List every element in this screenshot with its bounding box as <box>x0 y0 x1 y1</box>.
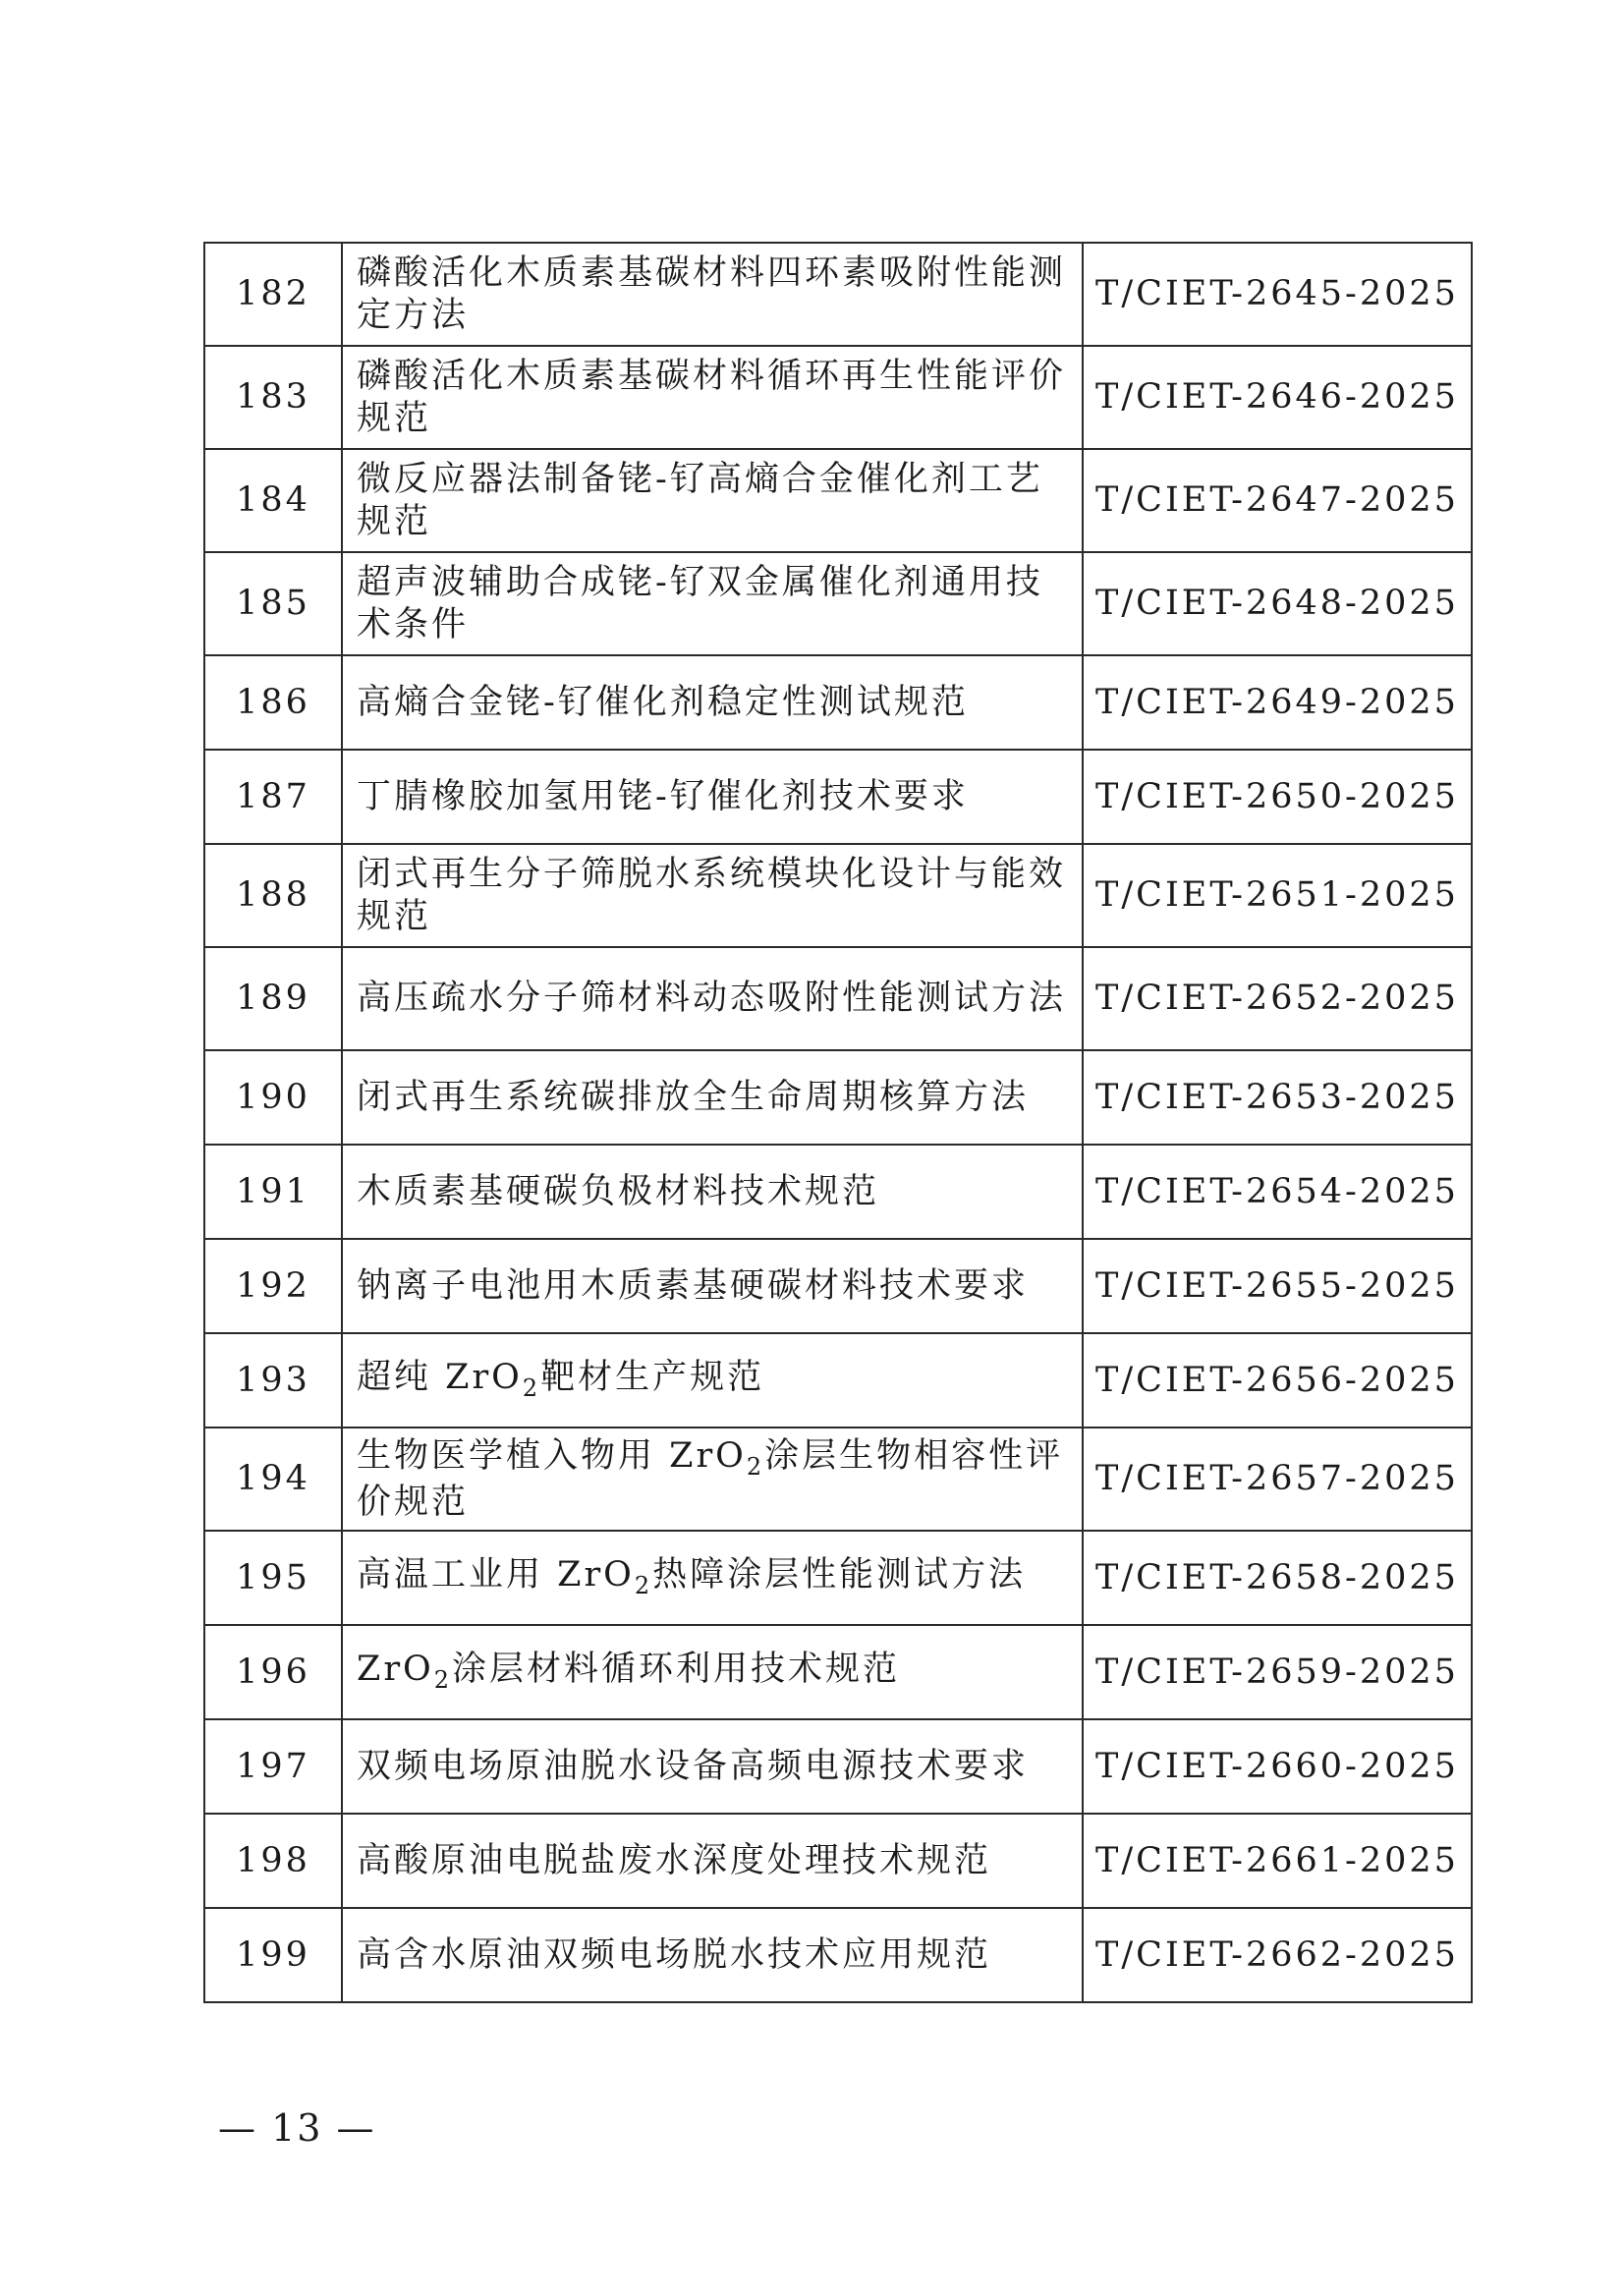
standard-title-cell: 高熵合金铑-钌催化剂稳定性测试规范 <box>342 655 1083 750</box>
standards-table <box>203 242 1473 2003</box>
serial-number-cell: 185 <box>204 552 342 655</box>
standard-code-cell: T/CIET-2661-2025 <box>1083 1814 1472 1908</box>
table-row <box>204 1625 1472 1719</box>
standard-code-cell: T/CIET-2657-2025 <box>1083 1428 1472 1531</box>
serial-number-cell: 189 <box>204 947 342 1050</box>
serial-number-cell: 184 <box>204 449 342 552</box>
serial-number-cell: 191 <box>204 1145 342 1239</box>
standard-title-cell: 高酸原油电脱盐废水深度处理技术规范 <box>342 1814 1083 1908</box>
serial-number-cell: 198 <box>204 1814 342 1908</box>
standard-title-cell: 闭式再生系统碳排放全生命周期核算方法 <box>342 1050 1083 1145</box>
serial-number-cell: 192 <box>204 1239 342 1333</box>
table-row <box>204 655 1472 750</box>
standard-code-cell: T/CIET-2660-2025 <box>1083 1719 1472 1814</box>
standard-title-cell: 钠离子电池用木质素基硬碳材料技术要求 <box>342 1239 1083 1333</box>
standard-title-cell: 闭式再生分子筛脱水系统模块化设计与能效规范 <box>342 844 1083 947</box>
standard-code-cell: T/CIET-2651-2025 <box>1083 844 1472 947</box>
title-text: 热障涂层性能测试方法 <box>652 1555 1027 1596</box>
table-row <box>204 1333 1472 1428</box>
title-text: 涂层生物相容性评价规范 <box>357 1435 1064 1522</box>
chemical-subscript: 2 <box>522 1374 541 1403</box>
serial-number-cell: 182 <box>204 243 342 346</box>
standard-code-cell: T/CIET-2656-2025 <box>1083 1333 1472 1428</box>
standard-title-cell: 磷酸活化木质素基碳材料循环再生性能评价规范 <box>342 346 1083 449</box>
standard-code-cell: T/CIET-2648-2025 <box>1083 552 1472 655</box>
table-row <box>204 1814 1472 1908</box>
chemical-subscript: 2 <box>433 1666 453 1695</box>
title-text: 高温工业用 ZrO <box>357 1555 635 1596</box>
table-row <box>204 947 1472 1050</box>
standard-title-cell: 木质素基硬碳负极材料技术规范 <box>342 1145 1083 1239</box>
table-row <box>204 1531 1472 1625</box>
standard-code-cell: T/CIET-2653-2025 <box>1083 1050 1472 1145</box>
table-row <box>204 844 1472 947</box>
table-row <box>204 552 1472 655</box>
standard-title-cell <box>342 1625 1083 1719</box>
title-text: 涂层材料循环利用技术规范 <box>452 1650 901 1690</box>
table-row <box>204 346 1472 449</box>
standard-code-cell: T/CIET-2652-2025 <box>1083 947 1472 1050</box>
standard-title-cell: 高压疏水分子筛材料动态吸附性能测试方法 <box>342 947 1083 1050</box>
serial-number-cell: 186 <box>204 655 342 750</box>
title-text: 靶材生产规范 <box>540 1358 765 1398</box>
standard-title-cell <box>342 1333 1083 1428</box>
page-number: — 13 — <box>218 2106 376 2150</box>
standard-title-cell: 高含水原油双频电场脱水技术应用规范 <box>342 1908 1083 2002</box>
standard-code-cell: T/CIET-2645-2025 <box>1083 243 1472 346</box>
standard-code-cell: T/CIET-2654-2025 <box>1083 1145 1472 1239</box>
standard-code-cell: T/CIET-2659-2025 <box>1083 1625 1472 1719</box>
table-row <box>204 1239 1472 1333</box>
standard-code-cell: T/CIET-2662-2025 <box>1083 1908 1472 2002</box>
chemical-subscript: 2 <box>634 1572 653 1600</box>
serial-number-cell: 196 <box>204 1625 342 1719</box>
standard-title-cell <box>342 1531 1083 1625</box>
serial-number-cell: 194 <box>204 1428 342 1531</box>
standard-code-cell: T/CIET-2650-2025 <box>1083 750 1472 844</box>
standard-code-cell: T/CIET-2646-2025 <box>1083 346 1472 449</box>
table-row <box>204 243 1472 346</box>
standard-code-cell: T/CIET-2647-2025 <box>1083 449 1472 552</box>
standard-title-cell: 微反应器法制备铑-钌高熵合金催化剂工艺规范 <box>342 449 1083 552</box>
standard-code-cell: T/CIET-2658-2025 <box>1083 1531 1472 1625</box>
chemical-subscript: 2 <box>746 1452 765 1481</box>
table-row <box>204 1050 1472 1145</box>
table-row <box>204 1428 1472 1531</box>
standard-code-cell: T/CIET-2655-2025 <box>1083 1239 1472 1333</box>
standard-title-cell <box>342 1428 1083 1531</box>
standard-title-cell: 丁腈橡胶加氢用铑-钌催化剂技术要求 <box>342 750 1083 844</box>
standard-title-cell: 双频电场原油脱水设备高频电源技术要求 <box>342 1719 1083 1814</box>
serial-number-cell: 190 <box>204 1050 342 1145</box>
title-text: 生物医学植入物用 ZrO <box>357 1435 747 1476</box>
table-row <box>204 449 1472 552</box>
serial-number-cell: 197 <box>204 1719 342 1814</box>
serial-number-cell: 195 <box>204 1531 342 1625</box>
standard-code-cell: T/CIET-2649-2025 <box>1083 655 1472 750</box>
standard-title-cell: 磷酸活化木质素基碳材料四环素吸附性能测定方法 <box>342 243 1083 346</box>
serial-number-cell: 199 <box>204 1908 342 2002</box>
table-row <box>204 1719 1472 1814</box>
table-row <box>204 1908 1472 2002</box>
title-text: 超纯 ZrO <box>357 1358 523 1398</box>
serial-number-cell: 187 <box>204 750 342 844</box>
table-row <box>204 1145 1472 1239</box>
title-text: ZrO <box>357 1650 434 1690</box>
serial-number-cell: 193 <box>204 1333 342 1428</box>
standard-title-cell: 超声波辅助合成铑-钌双金属催化剂通用技术条件 <box>342 552 1083 655</box>
table-row <box>204 750 1472 844</box>
serial-number-cell: 183 <box>204 346 342 449</box>
standards-table-body <box>204 243 1472 2002</box>
serial-number-cell: 188 <box>204 844 342 947</box>
